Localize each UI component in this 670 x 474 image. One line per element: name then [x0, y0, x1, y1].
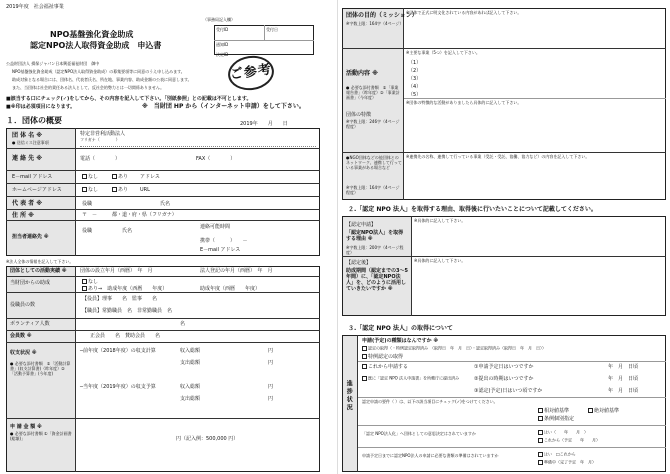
- address-field[interactable]: 〒 － 都・道・府・県（フリガナ）: [82, 212, 177, 218]
- reason-section-label: 【認定申請】: [346, 222, 377, 228]
- apply-amount-field[interactable]: 円（記入例：500,000 円）: [176, 436, 239, 442]
- right-page: [337, 0, 670, 474]
- checkbox-icon[interactable]: [538, 438, 543, 443]
- person-email[interactable]: E－mail アドレス: [200, 247, 241, 253]
- finance-previous-year: ─前年度（2018年度）の収支計算: [80, 348, 156, 354]
- partner-label: ●NGO団体などの他団体とのネットワーク、連携して行っている事業がある場合など: [346, 155, 402, 170]
- corp-info-note: ※法人全体の情報を記入して下さい。: [6, 259, 74, 264]
- activity-header: ※主要な事業（5つ）を記入して下さい。: [406, 50, 480, 55]
- office-use-label: （事務局記入欄）: [203, 17, 235, 22]
- checkbox-icon[interactable]: [112, 174, 117, 179]
- grant-option-none[interactable]: なし: [82, 279, 98, 285]
- feature-label: 団体の特徴: [346, 112, 372, 118]
- planned-date-question: ①申請予定日はいつですか: [474, 364, 534, 370]
- volunteer-count-label: ボランティア人数: [10, 321, 50, 327]
- form-title-2: 認定NPO法人取得資金助成 申込書: [30, 41, 162, 50]
- consent-note-1: 助成対象となる場合には、団体名、代表者氏名、所在地、事業内容、助成金額の公表に同意します。: [12, 77, 192, 82]
- person-name[interactable]: 氏名: [122, 228, 133, 234]
- reason-limit: ※字数上限：200字（4ページ程度）: [346, 245, 404, 255]
- purpose-limit: ※字数上限：164字（4ページ）: [346, 21, 404, 26]
- type-option-special[interactable]: 特例認定の取得: [362, 354, 403, 360]
- documents-yes[interactable]: はい □これから: [538, 452, 576, 457]
- feature-limit: ※字数上限：246字（4ページ程度）: [346, 119, 400, 129]
- member-count[interactable]: 正会員 名 賛助会員 名: [90, 333, 161, 339]
- prev-income-label: 収入総額: [180, 348, 201, 354]
- org-type: 特定非営利活動法人: [80, 131, 126, 137]
- yen-unit: 円: [268, 360, 274, 366]
- apply-amount-label: 申 請 金 額 ※: [10, 424, 42, 430]
- person-contact-time[interactable]: 連絡可能時間: [200, 224, 231, 230]
- past-grant-label: 当財団からの助成: [10, 280, 51, 286]
- certification-date-field[interactable]: 年 月 日頃: [608, 388, 639, 394]
- activity-item[interactable]: （3）: [408, 76, 422, 82]
- checkbox-icon[interactable]: [82, 286, 87, 291]
- section-1-title: １．団体の概要: [6, 116, 62, 125]
- checkbox-icon[interactable]: [82, 187, 87, 192]
- activity-label: 活動内容 ※: [346, 70, 378, 77]
- fax-field[interactable]: FAX（ ）: [196, 156, 236, 162]
- activity-feature-note: ※団体の特徴的な活動がありましたら具体的に記入して下さい。: [406, 100, 522, 105]
- form-title-1: NPO基盤強化資金助成: [50, 30, 134, 39]
- email-option-none[interactable]: なし: [82, 174, 98, 180]
- rep-position[interactable]: 役職: [82, 201, 93, 207]
- submitted-date-field[interactable]: 年 月 日頃: [608, 376, 639, 382]
- check-instruction: ■該当する口にチェック(✓)をしてから、その内容を記入して下さい。「別紙参照」との記載は不可とします。: [6, 96, 252, 102]
- decision-later[interactable]: これから（予定 年 月）: [538, 438, 600, 443]
- org-name-sub: ● 送信ミス注意事項: [12, 140, 49, 145]
- cur-income-label: 収入総額: [180, 384, 201, 390]
- activity-item[interactable]: （2）: [408, 68, 422, 74]
- checkbox-icon[interactable]: [538, 408, 543, 413]
- decision-yes[interactable]: はい（ 年 月 ）: [538, 430, 588, 435]
- office-field: 通知ID: [216, 42, 229, 47]
- founding-date[interactable]: 団体の設立年月（西暦） 年 月: [80, 268, 153, 274]
- addressee-org: 公益財団法人 損保ジャパン日本興亜福祉財団 御中: [6, 61, 100, 66]
- activity-attachments: ● 必要な添付書類 ①「事業報告書」（昨年度）②「事業計画書」（今年度）: [346, 85, 400, 100]
- cur-expense-label: 支出総額: [180, 396, 201, 402]
- online-application-note: ※ 当財団 HP から（インターネット申請）をして下さい。: [142, 103, 305, 110]
- checkbox-icon[interactable]: [362, 354, 367, 359]
- registration-date[interactable]: 法人登記の年月（西暦） 年 月: [200, 268, 273, 274]
- planned-date-field[interactable]: 年 月 日頃: [608, 364, 639, 370]
- purpose-label: 団体の目的（ミッション）: [346, 12, 418, 19]
- representative-label: 代 表 者 ※: [12, 200, 43, 207]
- yen-unit: 円: [268, 384, 274, 390]
- reason-note: ※具体的に記入して下さい。: [414, 218, 466, 223]
- staff-count-label: 役職員の数: [10, 302, 36, 308]
- type-option-certified[interactable]: 認定の取得（・特例認定取得済み （取得日 年 月 日）・認定取得済み（取得日 年 月 日））: [362, 346, 546, 351]
- activity-item[interactable]: （1）: [408, 60, 422, 66]
- grant-option-yes[interactable]: あり⇒ 助成年度（西暦 年度）: [82, 286, 167, 292]
- activity-item[interactable]: （4）: [408, 84, 422, 90]
- email-address-label: アドレス: [140, 174, 160, 180]
- after-section-label: 【認定後】: [346, 260, 372, 266]
- person-in-charge-label: 担当者連絡先 ※: [12, 234, 49, 240]
- office-field: 受付ID: [216, 27, 229, 32]
- checkbox-icon[interactable]: [112, 187, 117, 192]
- checkbox-icon[interactable]: [82, 279, 87, 284]
- checkbox-icon[interactable]: [82, 174, 87, 179]
- application-date: 2019年 月 日: [240, 121, 288, 127]
- grant-year-2[interactable]: 助成年度（西暦 年度）: [200, 286, 261, 292]
- fiscal-year-label: 2019年度 社会福祉事業: [6, 4, 64, 10]
- apply-future-option[interactable]: これから申請する: [362, 364, 408, 370]
- partner-limit: ※字数上限：164字（4ページ程度）: [346, 185, 400, 195]
- email-option-yes[interactable]: あり: [112, 174, 128, 180]
- already-submitted-option[interactable]: 既に「認定 NPO 法人申請書」を所轄庁に提出済み: [362, 376, 470, 381]
- checkbox-icon[interactable]: [538, 452, 543, 457]
- checkbox-icon[interactable]: [362, 346, 367, 351]
- consent-note-2: また、当団体は社会的責任ある法人として、反社会的勢力とは一切関係ありません。: [12, 85, 165, 90]
- section-3-title: ３.「認定 NPO 法人」の取得について: [348, 325, 453, 332]
- org-name-input[interactable]: [80, 144, 316, 147]
- requirement-relative[interactable]: 相対値基準: [538, 408, 569, 414]
- submitted-date-question: ②提出の時期はいつですか: [474, 376, 534, 382]
- rep-name[interactable]: 氏名: [160, 201, 171, 207]
- volunteer-count[interactable]: 名: [180, 321, 186, 327]
- org-name-label: 団 体 名 ※: [12, 132, 43, 139]
- checkbox-icon[interactable]: [538, 430, 543, 435]
- finance-attachments-note: ● 必要な添付書類 ①「活動計算書」(収支計算書)（昨年度）②「活動予算書」(今年度): [10, 361, 71, 376]
- staff-employees[interactable]: 【職員】常勤職員 名 非常勤職員 名: [82, 308, 173, 314]
- hp-option-yes[interactable]: あり: [112, 187, 128, 193]
- requirement-ordinance[interactable]: 条例個別指定: [538, 416, 574, 422]
- hp-url-label: URL: [140, 187, 150, 193]
- requirement-absolute[interactable]: 絶対値基準: [588, 408, 619, 414]
- requirement-question: 認定申請の要件（ ）は、以下の該当項目にチェック(✓)をつけてください。: [362, 399, 498, 404]
- checkbox-icon[interactable]: [588, 408, 593, 413]
- checkbox-icon[interactable]: [362, 364, 367, 369]
- member-count-label: 会員数 ※: [10, 333, 32, 339]
- apply-attachments-note: ● 必要な添付書類 ①「資金計画書(総額)」: [10, 431, 72, 441]
- yen-unit: 円: [268, 396, 274, 402]
- office-field: 決定ID: [216, 52, 229, 57]
- activity-record-label: 団体としての活動実績 ※: [10, 268, 67, 274]
- addressee-statement: NPO基盤強化資金助成（認定NPO法人取得資金助成）の募集要項等に同意のうえ申し込みます。: [12, 69, 185, 74]
- email-label: E－mail アドレス: [12, 174, 53, 180]
- checkbox-icon[interactable]: [538, 460, 543, 465]
- finance-current-year: ─当年度（2019年度）の収支予算: [80, 384, 156, 390]
- reason-label: 「認定NPO法人」を取得する理由 ※: [346, 230, 404, 242]
- certification-date-question: ③認定(予定)日はいつ頃ですか: [474, 388, 543, 394]
- after-note: ※具体的に記入して下さい。: [414, 258, 466, 263]
- yen-unit: 円: [268, 348, 274, 354]
- activity-item[interactable]: （5）: [408, 92, 422, 98]
- after-label: 助成期間（認定までの3～5年間）に、「認定NPO法人」を、どのように活用していきたいですか ※: [346, 268, 408, 292]
- address-label: 住 所 ※: [12, 212, 35, 219]
- contact-label: 連 絡 先 ※: [12, 155, 43, 162]
- tel-field[interactable]: 電話（ ）: [80, 156, 121, 162]
- section-2-title: ２.「認定 NPO 法人」を取得する理由、取得後に行いたいことについて記載してください。: [348, 206, 597, 213]
- documents-question: 申請予定日までに認定NPO法人の申請に必要な書類の準備はされていますか: [362, 453, 499, 458]
- person-position[interactable]: 役職: [82, 228, 93, 234]
- checkbox-icon[interactable]: [538, 416, 543, 421]
- decision-question: 「認定 NPO法人化」へ団体としての意思決定はされていますか: [362, 431, 476, 436]
- sample-stamp: ご参考: [226, 53, 276, 93]
- hp-option-none[interactable]: なし: [82, 187, 98, 193]
- prev-expense-label: 支出総額: [180, 360, 201, 366]
- checkbox-icon[interactable]: [362, 376, 367, 381]
- org-name-furigana: フリガナ（ ）: [80, 137, 120, 142]
- partner-note: ※連携先の名称、連携して行っている事業（受託・受託、協働、協力など）の内容を記入して下さい。: [406, 154, 590, 159]
- required-note: ■※印は必須項目になります。: [6, 104, 76, 110]
- staff-officers[interactable]: 【役員】理事 名 監事 名: [82, 296, 158, 302]
- application-type-question: 申請(予定)の種類はなんですか ※: [362, 338, 439, 344]
- finance-label: 収支状況 ※: [10, 350, 37, 356]
- office-field: 受付日: [266, 27, 278, 32]
- documents-in-progress[interactable]: 準備中（完了予定 年 月）: [538, 460, 596, 465]
- homepage-label: ホームページアドレス: [12, 187, 62, 193]
- progress-vertical-label: 進捗状況: [345, 380, 353, 412]
- person-mobile[interactable]: 携帯（ ） －: [200, 238, 248, 244]
- purpose-note: ※団体で正式に明文化されている内容があれば記入して下さい。: [406, 10, 522, 15]
